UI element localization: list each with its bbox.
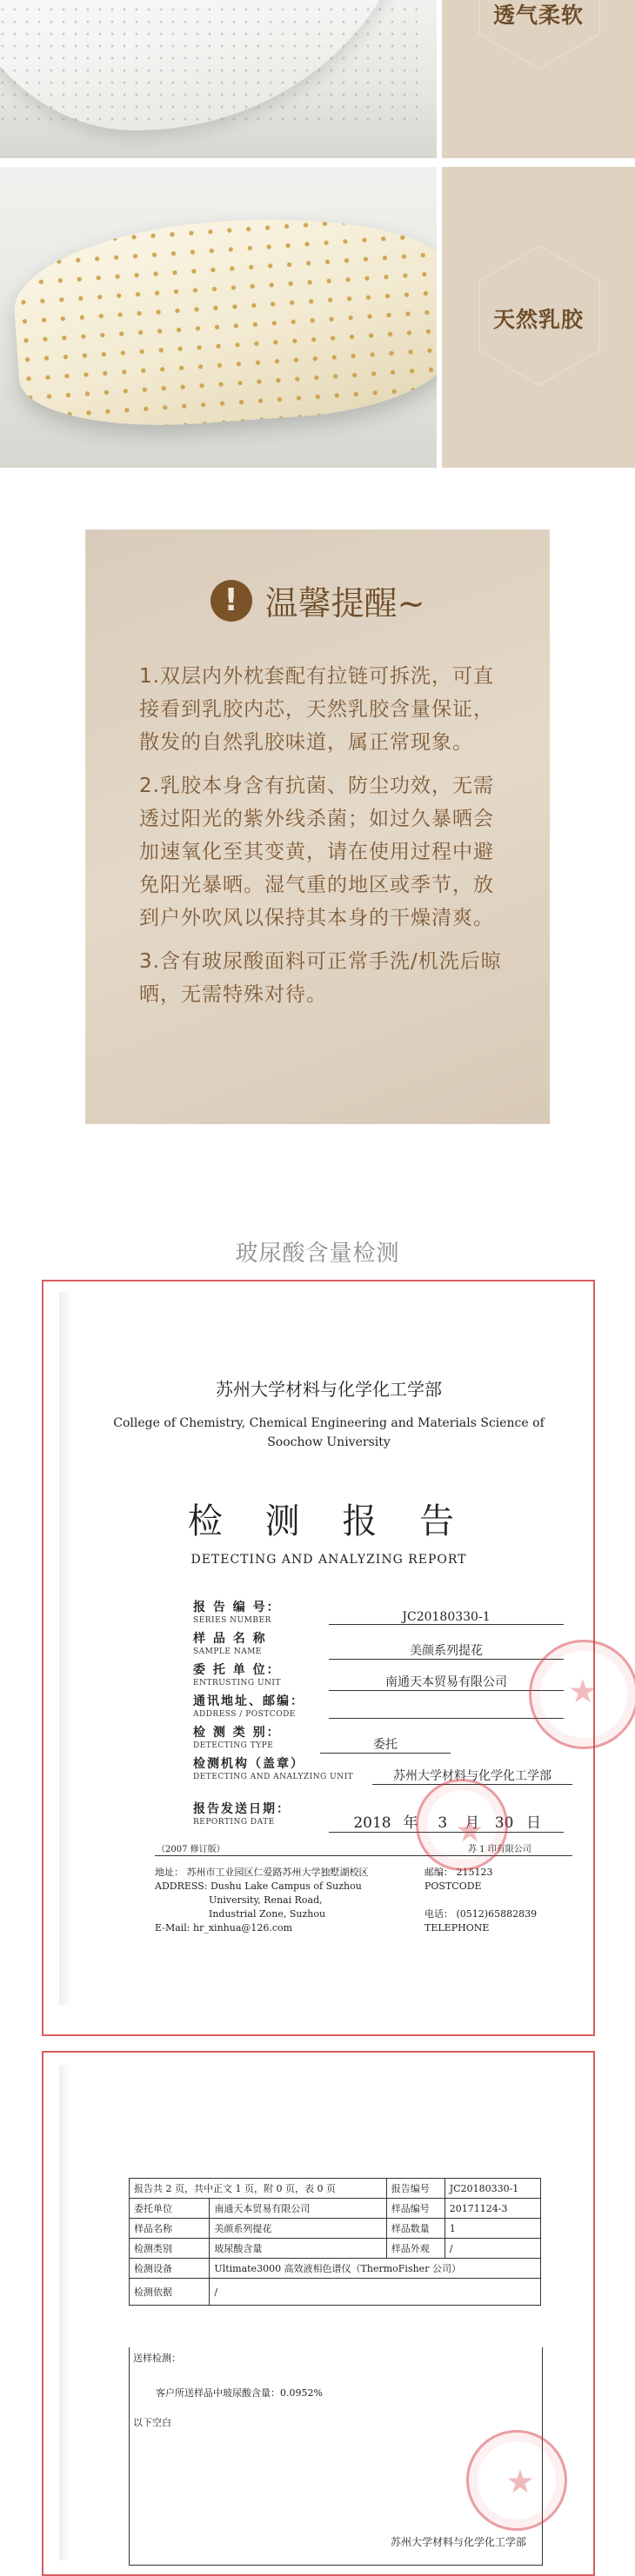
blank-note: 以下空白 (133, 2417, 171, 2428)
reminder-title: 温馨提醒~ (264, 584, 425, 622)
result-text: 客户所送样品中玻尿酸含量：0.0952% (156, 2387, 323, 2399)
red-seal-stamp (416, 1779, 508, 1871)
table-row: 检测依据 / (130, 2279, 541, 2306)
field-value: 南通天本贸易有限公司 (329, 1673, 564, 1691)
table-row: 委托单位 南通天本贸易有限公司 样品编号 20171124-3 (130, 2199, 541, 2219)
report-title-cn: 检 测 报 告 (187, 1501, 471, 1541)
printer-note: 苏 1 印有限公司 (468, 1845, 531, 1854)
field-address: 通讯地址、邮编： ADDRESS / POSTCODE (193, 1694, 304, 1719)
exclamation-icon: ! (211, 580, 252, 622)
table-row: 检测类别 玻尿酸含量 样品外观 / (130, 2239, 541, 2259)
report-info-table (129, 2178, 541, 2306)
product-banner-latex (0, 167, 635, 468)
field-reporting-date: 报告发送日期： REPORTING DATE (193, 1802, 291, 1827)
signature-org: 苏州大学材料与化学化工学部 (391, 2536, 527, 2548)
banner-label: 透气柔软 (492, 3, 584, 28)
reminder-header (85, 576, 550, 630)
reminder-card (85, 529, 550, 1124)
table-row: 报告共 2 页，共中正文 1 页，附 0 页，表 0 页 报告编号 JC20180330-1 (130, 2179, 541, 2199)
report-result-page (59, 2065, 578, 2560)
field-detecting-type: 检 测 类 别： DETECTING TYPE (193, 1726, 281, 1750)
field-detecting-unit: 检测机构（盖章） DETECTING AND ANALYZING UNIT (193, 1757, 354, 1781)
banner-label: 天然乳胶 (492, 307, 584, 332)
banner-side-panel (442, 0, 635, 158)
reminder-paragraph: 1.双层内外枕套配有拉链可拆洗，可直接看到乳胶内芯，天然乳胶含量保证，散发的自然乳胶味道，属正常现象。 (139, 665, 494, 754)
red-seal-stamp (466, 2430, 567, 2531)
field-sample-name: 样 品 名 称 SAMPLE NAME (193, 1632, 267, 1656)
pillow-photo-white (0, 0, 442, 158)
table-row: 样品名称 美颜系列提花 样品数量 1 (130, 2219, 541, 2239)
field-entrusting-unit: 委 托 单 位： ENTRUSTING UNIT (193, 1663, 281, 1687)
field-value: 美颜系列提花 (329, 1641, 564, 1660)
section-title: 玻尿酸含量检测 (235, 1241, 400, 1267)
white-pillow-image (0, 0, 418, 130)
address-block: 地址： 苏州市工业园区仁爱路苏州大学独墅湖校区 ADDRESS: Dushu Lake Campus of Suzhou University, Renai Road, Industrial Zone, Suzhou E-Mail: hr_xinhua@126.com (155, 1867, 369, 1934)
field-value: 委托 (320, 1735, 451, 1754)
field-value (329, 1704, 564, 1719)
report-result-image (42, 2051, 595, 2576)
edition-note: （2007 修订版） (157, 1845, 225, 1854)
report-cover (59, 1292, 564, 2005)
table-row: 检测设备 Ultimate3000 高效液相色谱仪（ThermoFisher 公司） (130, 2259, 541, 2279)
report-cover-image (42, 1280, 595, 2036)
latex-pillow-image (10, 206, 442, 436)
reminder-paragraph: 3.含有玻尿酸面料可正常手洗/机洗后晾晒，无需特殊对待。 (139, 950, 502, 1006)
reminder-paragraph: 2.乳胶本身含有抗菌、防尘功效，无需透过阳光的紫外线杀菌；如过久暴晒会加速氧化至其变黄，请在使用过程中避免阳光暴晒。湿气重的地区或季节，放到户外吹风以保持其本身的干燥清爽。 (139, 775, 494, 929)
red-seal-stamp (529, 1640, 635, 1749)
product-banner-breathable (0, 0, 635, 158)
postcode-block: 邮编： 215123 POSTCODE 电话： (0512)65882839 TELEPHONE (424, 1867, 538, 1934)
field-series-number: 报 告 编 号： SERIES NUMBER (193, 1601, 281, 1625)
pillow-photo-latex (0, 167, 442, 468)
result-title: 送样检测： (133, 2353, 181, 2364)
banner-side-panel (442, 167, 635, 468)
reporting-date-value: 2018 年 3 月 30 日 (329, 1810, 564, 1833)
field-value: 苏州大学材料与化学化工学部 (372, 1767, 572, 1785)
university-name-en: College of Chemistry, Chemical Engineering and Materials Science of Soochow University (113, 1416, 545, 1449)
field-value: JC20180330-1 (329, 1610, 564, 1625)
university-name-cn: 苏州大学材料与化学化工学部 (216, 1379, 442, 1400)
reminder-body (139, 660, 505, 1022)
report-title-en: DETECTING AND ANALYZING REPORT (190, 1553, 467, 1567)
